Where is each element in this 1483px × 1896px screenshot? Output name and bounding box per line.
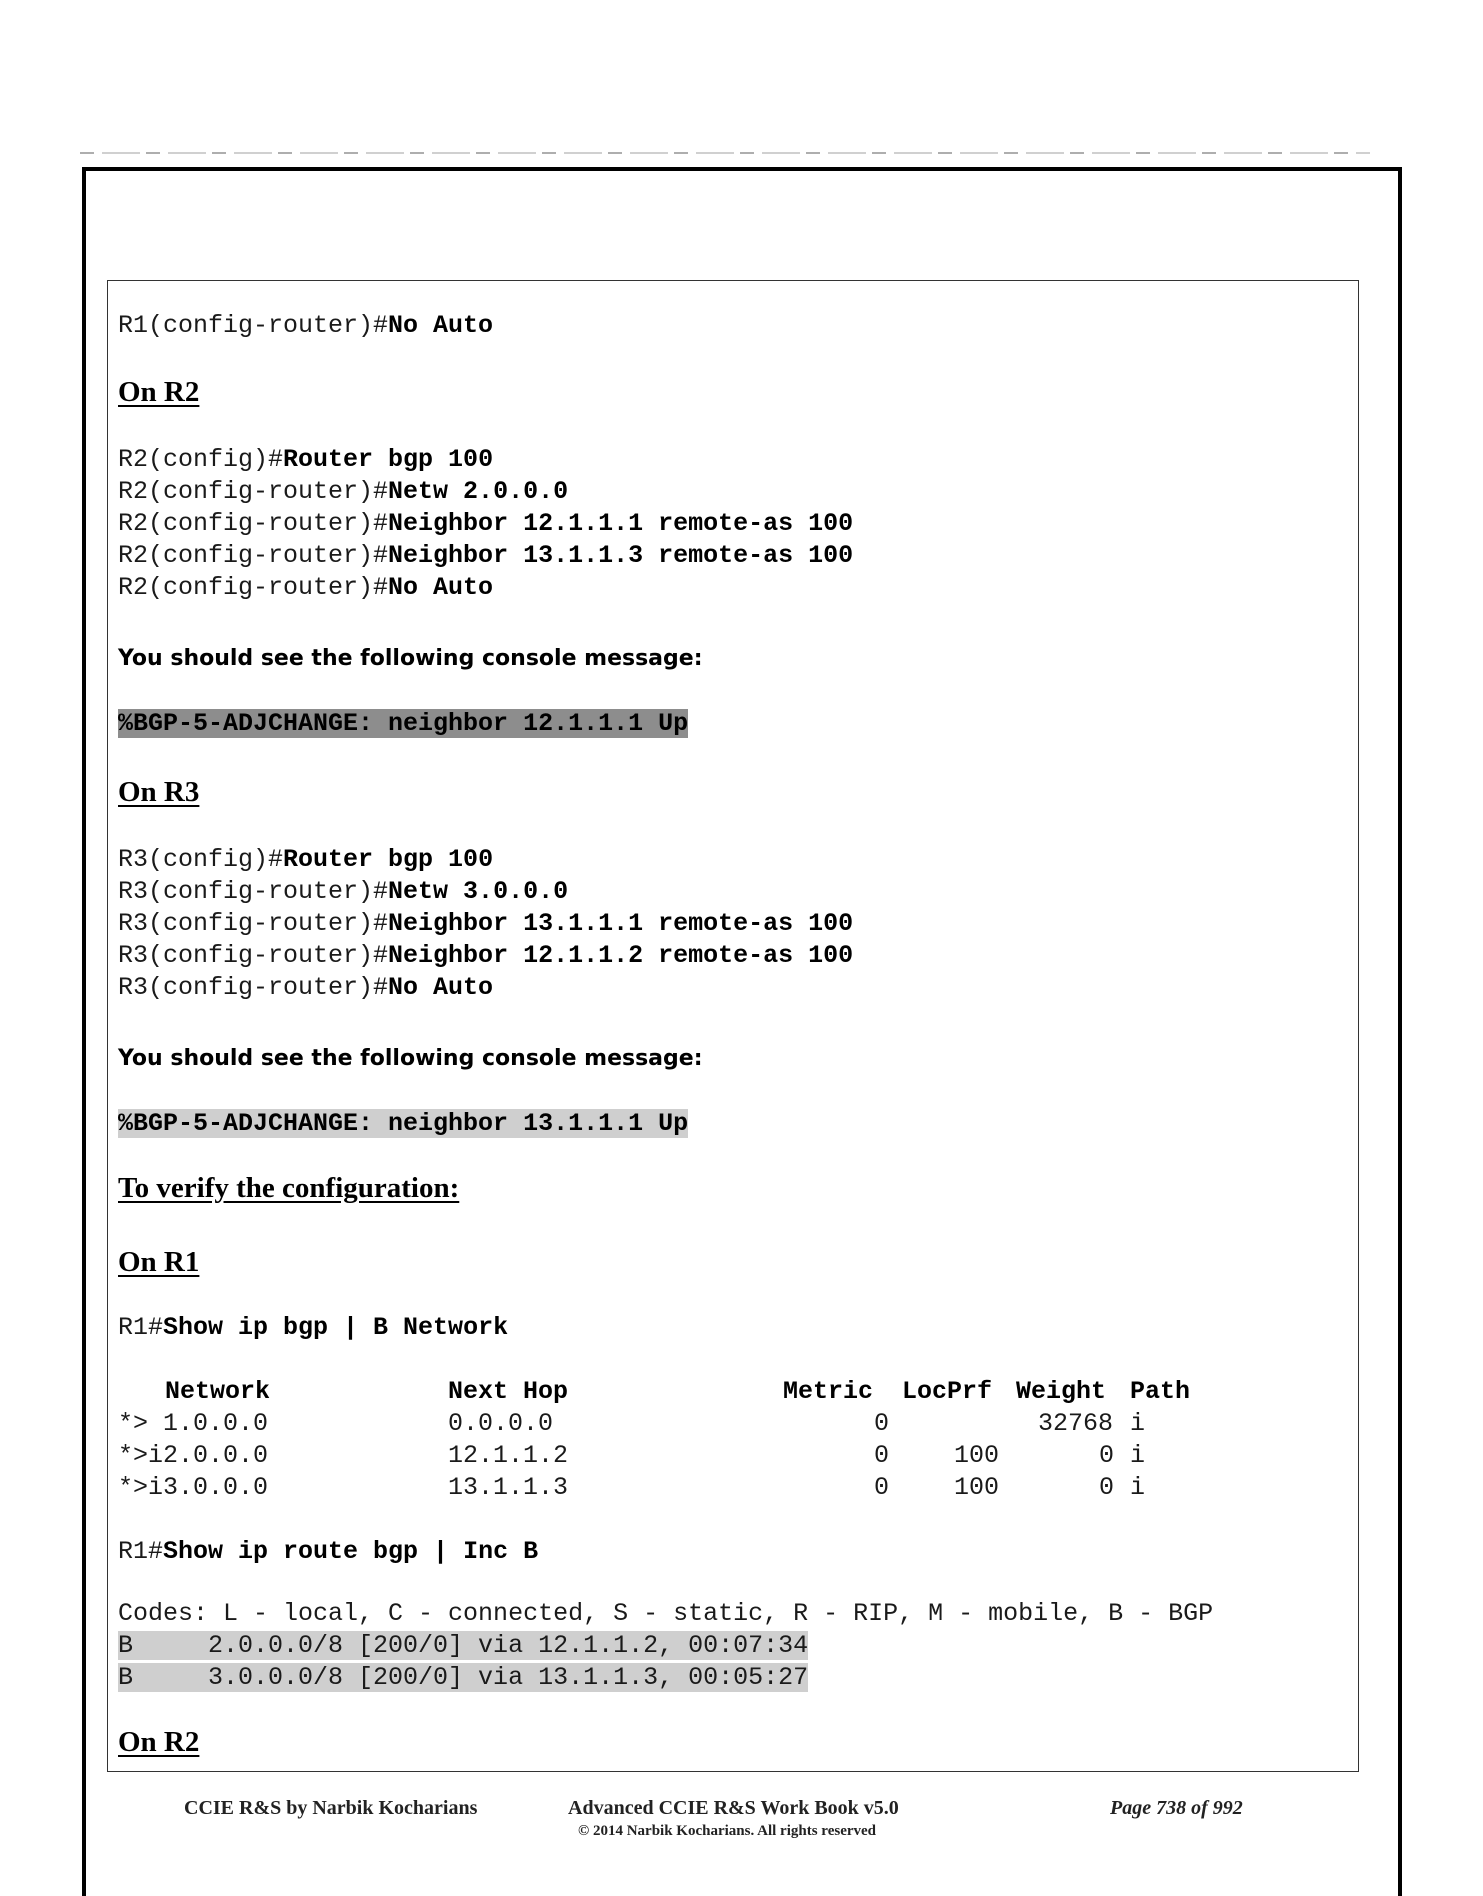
console-note-2: You should see the following console message: bbox=[118, 1046, 703, 1071]
console-message-1: %BGP-5-ADJCHANGE: neighbor 12.1.1.1 Up bbox=[118, 709, 689, 738]
route-line-2: B 3.0.0.0/8 [200/0] via 13.1.1.3, 00:05:27 bbox=[118, 1663, 809, 1692]
heading-verify: To verify the configuration: bbox=[118, 1172, 460, 1204]
cli-line-r3-4: R3(config-router)#Neighbor 12.1.1.2 remote-as 100 bbox=[118, 941, 854, 970]
cell-metric: 0 bbox=[874, 1441, 890, 1470]
col-header-next-hop: Next Hop bbox=[448, 1377, 569, 1406]
cell-path: i bbox=[1130, 1441, 1146, 1470]
cell-locprf: 100 bbox=[954, 1441, 1000, 1470]
route-line-1: B 2.0.0.0/8 [200/0] via 12.1.1.2, 00:07:34 bbox=[118, 1631, 809, 1660]
cell-network: *> 1.0.0.0 bbox=[118, 1409, 269, 1438]
cell-path: i bbox=[1130, 1473, 1146, 1502]
footer-author: CCIE R&S by Narbik Kocharians bbox=[184, 1797, 478, 1819]
console-message-2: %BGP-5-ADJCHANGE: neighbor 13.1.1.1 Up bbox=[118, 1109, 689, 1138]
cell-metric: 0 bbox=[874, 1409, 890, 1438]
heading-on-r1: On R1 bbox=[118, 1246, 200, 1278]
codes-line: Codes: L - local, C - connected, S - static, R - RIP, M - mobile, B - BGP bbox=[118, 1599, 1214, 1628]
cell-network: *>i3.0.0.0 bbox=[118, 1473, 269, 1502]
col-header-metric: Metric bbox=[783, 1377, 874, 1406]
heading-on-r3: On R3 bbox=[118, 776, 200, 808]
cell-next-hop: 12.1.1.2 bbox=[448, 1441, 569, 1470]
cli-line-r3-1: R3(config)#Router bgp 100 bbox=[118, 845, 494, 874]
col-header-weight: Weight bbox=[1016, 1377, 1107, 1406]
col-header-network: Network bbox=[165, 1377, 271, 1406]
cell-weight: 32768 bbox=[1038, 1409, 1114, 1438]
cli-line-r3-5: R3(config-router)#No Auto bbox=[118, 973, 494, 1002]
cell-next-hop: 0.0.0.0 bbox=[448, 1409, 554, 1438]
cell-weight: 0 bbox=[1099, 1473, 1115, 1502]
cell-network: *>i2.0.0.0 bbox=[118, 1441, 269, 1470]
cell-weight: 0 bbox=[1099, 1441, 1115, 1470]
cli-line-r2-1: R2(config)#Router bgp 100 bbox=[118, 445, 494, 474]
heading-on-r2-2: On R2 bbox=[118, 1726, 200, 1758]
col-header-locprf: LocPrf bbox=[902, 1377, 993, 1406]
cli-show-ip-route: R1#Show ip route bgp | Inc B bbox=[118, 1537, 539, 1566]
console-note-1: You should see the following console message: bbox=[118, 646, 703, 671]
cli-line-r2-2: R2(config-router)#Netw 2.0.0.0 bbox=[118, 477, 569, 506]
footer-page-number: Page 738 of 992 bbox=[1110, 1797, 1243, 1819]
cli-line-r3-3: R3(config-router)#Neighbor 13.1.1.1 remote-as 100 bbox=[118, 909, 854, 938]
cli-line-r2-4: R2(config-router)#Neighbor 13.1.1.3 remote-as 100 bbox=[118, 541, 854, 570]
cli-line-r2-3: R2(config-router)#Neighbor 12.1.1.1 remote-as 100 bbox=[118, 509, 854, 538]
cell-metric: 0 bbox=[874, 1473, 890, 1502]
scan-artifact-line bbox=[80, 152, 1370, 154]
cell-locprf: 100 bbox=[954, 1473, 1000, 1502]
cli-line-r1-no-auto: R1(config-router)#No Auto bbox=[118, 311, 494, 340]
col-header-path: Path bbox=[1130, 1377, 1191, 1406]
footer-book-title: Advanced CCIE R&S Work Book v5.0 bbox=[568, 1797, 899, 1819]
cell-path: i bbox=[1130, 1409, 1146, 1438]
cli-line-r2-5: R2(config-router)#No Auto bbox=[118, 573, 494, 602]
cli-show-ip-bgp: R1#Show ip bgp | B Network bbox=[118, 1313, 509, 1342]
cli-line-r3-2: R3(config-router)#Netw 3.0.0.0 bbox=[118, 877, 569, 906]
cell-next-hop: 13.1.1.3 bbox=[448, 1473, 569, 1502]
footer-copyright: © 2014 Narbik Kocharians. All rights reserved bbox=[578, 1823, 877, 1839]
heading-on-r2: On R2 bbox=[118, 376, 200, 408]
